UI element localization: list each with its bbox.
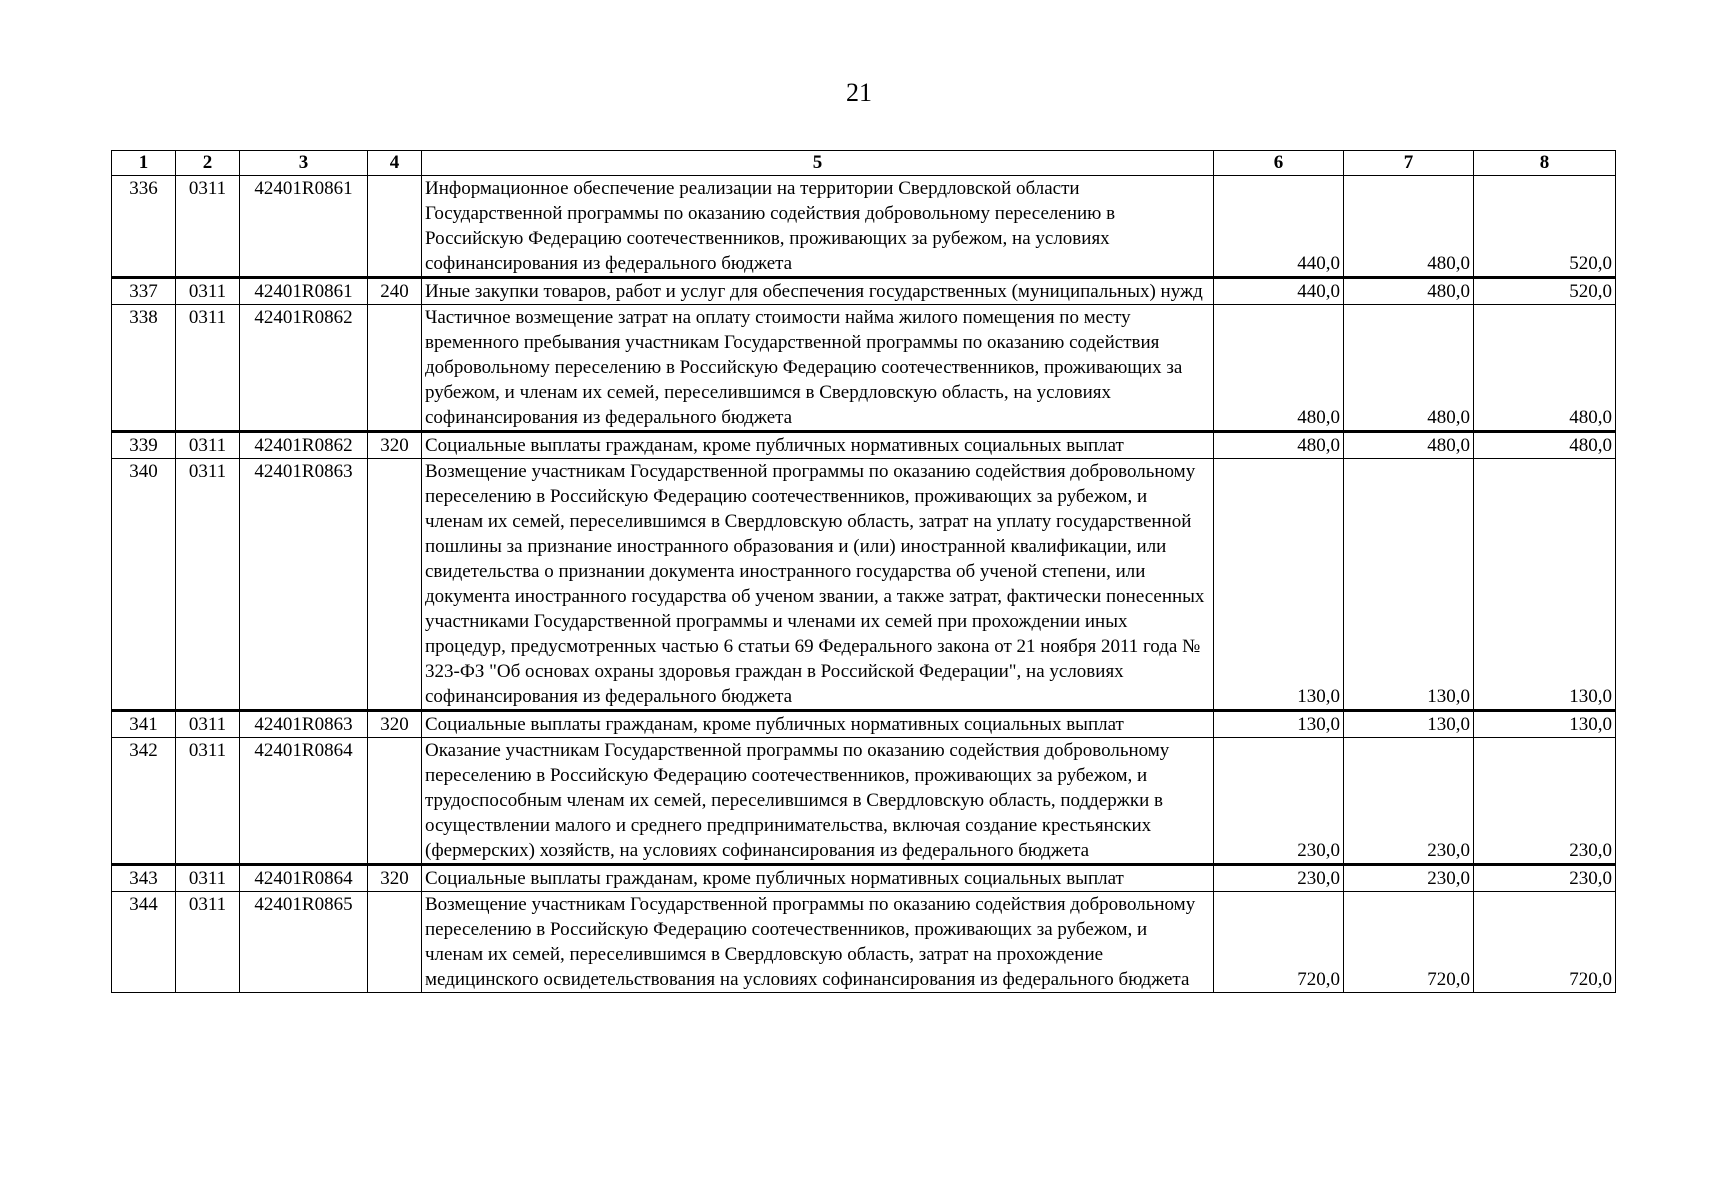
row-description: Социальные выплаты гражданам, кроме публичных нормативных социальных выплат [422, 865, 1214, 892]
row-number: 339 [112, 432, 176, 459]
value-col-6: 720,0 [1214, 892, 1344, 993]
value-col-8: 130,0 [1474, 711, 1616, 738]
expense-type [368, 305, 422, 432]
value-col-8: 480,0 [1474, 305, 1616, 432]
table-row [112, 865, 1616, 892]
target-code: 42401R0864 [240, 738, 368, 865]
target-code: 42401R0862 [240, 305, 368, 432]
value-col-8: 520,0 [1474, 278, 1616, 305]
target-code: 42401R0861 [240, 278, 368, 305]
table-body [112, 176, 1616, 993]
row-number: 340 [112, 459, 176, 711]
column-header-4: 4 [368, 151, 422, 176]
expense-type: 320 [368, 711, 422, 738]
value-col-8: 520,0 [1474, 176, 1616, 278]
section-code: 0311 [176, 278, 240, 305]
budget-table [111, 150, 1616, 993]
target-code: 42401R0861 [240, 176, 368, 278]
value-col-6: 480,0 [1214, 305, 1344, 432]
row-description: Возмещение участникам Государственной программы по оказанию содействия добровольному переселению в Российскую Федерацию соотечественников, проживающих за рубежом, и членам их семей, переселившимся в Свердловскую область, затрат на уплату государственной пошлины за признание иностранного образования и (или) иностранной квалификации, или свидетельства о признании документа иностранного государства об ученой степени, или документа иностранного государства об ученом звании, а также затрат, фактически понесенных участниками Государственной программы и членами их семей при прохождении иных процедур, предусмотренных частью 6 статьи 69 Федерального закона от 21 ноября 2011 года № 323-ФЗ "Об основах охраны здоровья граждан в Российской Федерации", на условиях софинансирования из федерального бюджета [422, 459, 1214, 711]
table-row [112, 176, 1616, 278]
table-row [112, 432, 1616, 459]
row-description: Иные закупки товаров, работ и услуг для обеспечения государственных (муниципальных) нужд [422, 278, 1214, 305]
row-description: Оказание участникам Государственной программы по оказанию содействия добровольному переселению в Российскую Федерацию соотечественников, проживающих за рубежом, и трудоспособным членам их семей, переселившимся в Свердловскую область, поддержки в осуществлении малого и среднего предпринимательства, включая создание крестьянских (фермерских) хозяйств, на условиях софинансирования из федерального бюджета [422, 738, 1214, 865]
value-col-7: 480,0 [1344, 305, 1474, 432]
row-description: Возмещение участникам Государственной программы по оказанию содействия добровольному переселению в Российскую Федерацию соотечественников, проживающих за рубежом, и членам их семей, переселившимся в Свердловскую область, затрат на прохождение медицинского освидетельствования на условиях софинансирования из федерального бюджета [422, 892, 1214, 993]
column-header-5: 5 [422, 151, 1214, 176]
section-code: 0311 [176, 176, 240, 278]
column-header-1: 1 [112, 151, 176, 176]
row-number: 344 [112, 892, 176, 993]
page-number: 21 [846, 78, 872, 107]
row-number: 337 [112, 278, 176, 305]
value-col-7: 480,0 [1344, 278, 1474, 305]
value-col-6: 440,0 [1214, 278, 1344, 305]
value-col-6: 130,0 [1214, 711, 1344, 738]
expense-type: 240 [368, 278, 422, 305]
section-code: 0311 [176, 892, 240, 993]
column-header-3: 3 [240, 151, 368, 176]
target-code: 42401R0863 [240, 459, 368, 711]
column-header-7: 7 [1344, 151, 1474, 176]
column-header-2: 2 [176, 151, 240, 176]
row-number: 341 [112, 711, 176, 738]
target-code: 42401R0862 [240, 432, 368, 459]
header-row [112, 151, 1616, 176]
value-col-6: 480,0 [1214, 432, 1344, 459]
table-header [112, 151, 1616, 176]
row-description: Социальные выплаты гражданам, кроме публичных нормативных социальных выплат [422, 711, 1214, 738]
row-number: 336 [112, 176, 176, 278]
column-header-8: 8 [1474, 151, 1616, 176]
expense-type [368, 176, 422, 278]
row-number: 343 [112, 865, 176, 892]
row-number: 338 [112, 305, 176, 432]
table-row [112, 278, 1616, 305]
value-col-6: 230,0 [1214, 738, 1344, 865]
value-col-8: 230,0 [1474, 865, 1616, 892]
value-col-7: 230,0 [1344, 865, 1474, 892]
section-code: 0311 [176, 711, 240, 738]
table-row [112, 459, 1616, 711]
target-code: 42401R0865 [240, 892, 368, 993]
expense-type [368, 892, 422, 993]
table-row [112, 711, 1616, 738]
value-col-8: 480,0 [1474, 432, 1616, 459]
table-row [112, 305, 1616, 432]
section-code: 0311 [176, 865, 240, 892]
value-col-8: 230,0 [1474, 738, 1616, 865]
expense-type [368, 738, 422, 865]
section-code: 0311 [176, 459, 240, 711]
column-header-6: 6 [1214, 151, 1344, 176]
value-col-7: 230,0 [1344, 738, 1474, 865]
value-col-7: 130,0 [1344, 711, 1474, 738]
value-col-8: 720,0 [1474, 892, 1616, 993]
row-number: 342 [112, 738, 176, 865]
target-code: 42401R0864 [240, 865, 368, 892]
table-row [112, 738, 1616, 865]
value-col-7: 480,0 [1344, 176, 1474, 278]
value-col-8: 130,0 [1474, 459, 1616, 711]
value-col-7: 720,0 [1344, 892, 1474, 993]
value-col-6: 230,0 [1214, 865, 1344, 892]
target-code: 42401R0863 [240, 711, 368, 738]
section-code: 0311 [176, 432, 240, 459]
table-row [112, 892, 1616, 993]
section-code: 0311 [176, 738, 240, 865]
value-col-6: 130,0 [1214, 459, 1344, 711]
value-col-6: 440,0 [1214, 176, 1344, 278]
expense-type: 320 [368, 432, 422, 459]
row-description: Информационное обеспечение реализации на территории Свердловской области Государственной программы по оказанию содействия добровольному переселению в Российскую Федерацию соотечественников, проживающих за рубежом, на условиях софинансирования из федерального бюджета [422, 176, 1214, 278]
row-description: Частичное возмещение затрат на оплату стоимости найма жилого помещения по месту временного пребывания участникам Государственной программы по оказанию содействия добровольному переселению в Российскую Федерацию соотечественников, проживающих за рубежом, и членам их семей, переселившимся в Свердловскую область, на условиях софинансирования из федерального бюджета [422, 305, 1214, 432]
value-col-7: 130,0 [1344, 459, 1474, 711]
row-description: Социальные выплаты гражданам, кроме публичных нормативных социальных выплат [422, 432, 1214, 459]
expense-type: 320 [368, 865, 422, 892]
section-code: 0311 [176, 305, 240, 432]
expense-type [368, 459, 422, 711]
value-col-7: 480,0 [1344, 432, 1474, 459]
